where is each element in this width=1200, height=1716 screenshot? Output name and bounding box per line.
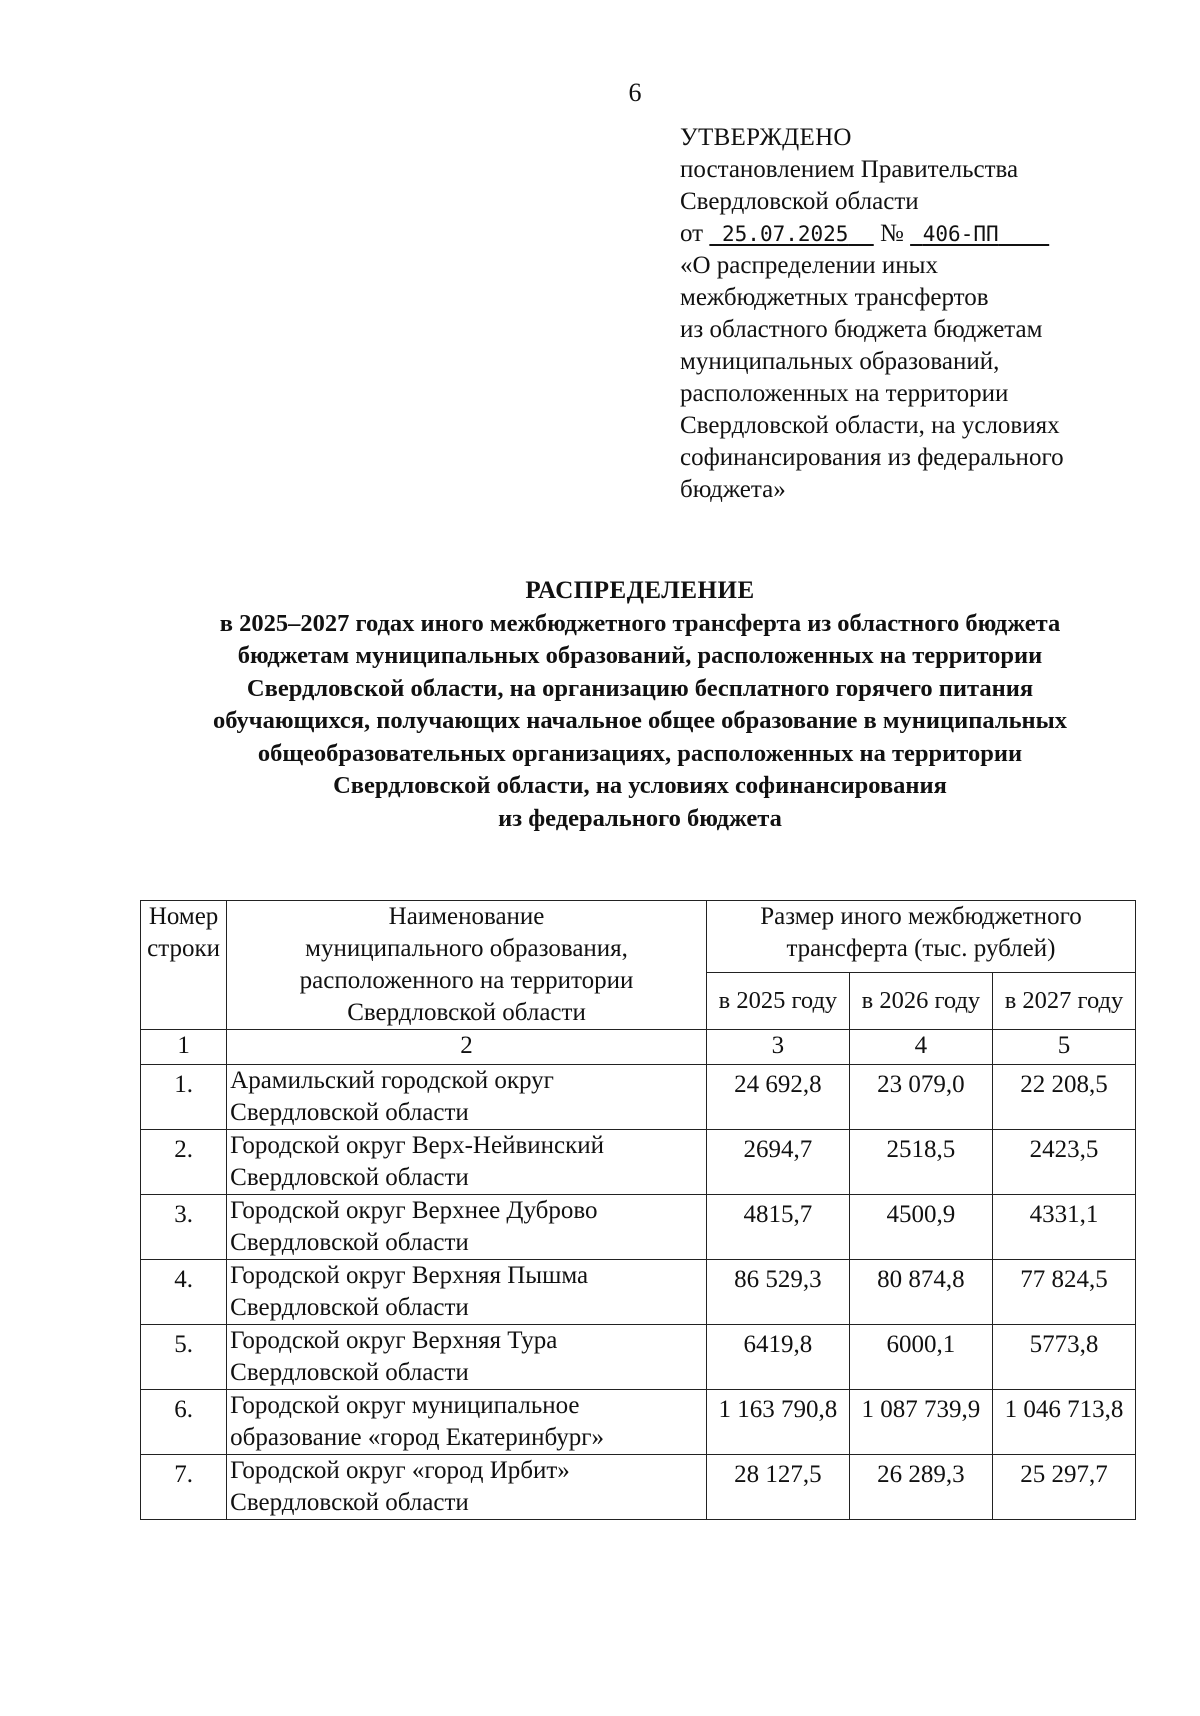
table-header-row [141, 901, 1136, 973]
document-title [120, 575, 1160, 835]
approval-title-line: бюджета» [680, 476, 786, 503]
transfer-value-2027: 25 297,7 [992, 1455, 1135, 1520]
transfer-value-2026: 80 874,8 [849, 1260, 992, 1325]
approval-date: 25.07.2025 [722, 222, 849, 246]
transfer-value-2026: 23 079,0 [849, 1065, 992, 1130]
municipality-name: Городской округ «город Ирбит» Свердловской области [227, 1455, 707, 1520]
approval-title-line: Свердловской области, на условиях [680, 412, 1060, 439]
table-row [141, 1065, 1136, 1130]
header-transfer-size: Размер иного межбюджетного трансферта (тыс. рублей) [706, 901, 1135, 973]
row-number: 5. [141, 1325, 227, 1390]
header-year-2026: в 2026 году [849, 973, 992, 1030]
transfer-value-2027: 5773,8 [992, 1325, 1135, 1390]
approval-title-line: расположенных на территории [680, 380, 1009, 407]
header-municipality: Наименование муниципального образования, расположенного на территории Свердловской области [227, 901, 707, 1030]
municipality-name: Городской округ муниципальное образование «город Екатеринбург» [227, 1390, 707, 1455]
title-line: Свердловской области, на организацию бесплатного горячего питания [246, 674, 1034, 702]
table-row [141, 1325, 1136, 1390]
transfer-value-2025: 6419,8 [706, 1325, 849, 1390]
title-line: общеобразовательных организациях, расположенных на территории [257, 739, 1023, 767]
header-year-2027: в 2027 году [992, 973, 1135, 1030]
row-number: 1. [141, 1065, 227, 1130]
column-number: 1 [141, 1030, 227, 1065]
title-line: в 2025–2027 годах иного межбюджетного трансферта из областного бюджета [219, 609, 1061, 637]
row-number: 3. [141, 1195, 227, 1260]
approval-title-line: из областного бюджета бюджетам [680, 316, 1043, 343]
transfer-value-2027: 77 824,5 [992, 1260, 1135, 1325]
transfer-value-2025: 28 127,5 [706, 1455, 849, 1520]
transfer-value-2027: 1 046 713,8 [992, 1390, 1135, 1455]
transfer-value-2025: 24 692,8 [706, 1065, 849, 1130]
title-line: из федерального бюджета [498, 804, 782, 832]
transfer-value-2026: 2518,5 [849, 1130, 992, 1195]
approval-title-line: муниципальных образований, [680, 348, 1000, 375]
approval-title-line: софинансирования из федерального [680, 444, 1064, 471]
transfer-value-2025: 2694,7 [706, 1130, 849, 1195]
approval-number: 406-ПП [922, 222, 999, 246]
transfer-value-2026: 6000,1 [849, 1325, 992, 1390]
approval-title-line: «О распределении иных [680, 252, 938, 279]
transfer-value-2026: 26 289,3 [849, 1455, 992, 1520]
municipality-name: Арамильский городской округ Свердловской области [227, 1065, 707, 1130]
row-number: 6. [141, 1390, 227, 1455]
column-number: 2 [227, 1030, 707, 1065]
row-number: 7. [141, 1455, 227, 1520]
approval-title-line: межбюджетных трансфертов [680, 284, 989, 311]
table-row [141, 1455, 1136, 1520]
municipality-name: Городской округ Верхнее Дуброво Свердловской области [227, 1195, 707, 1260]
page-number: 6 [628, 78, 642, 107]
row-number: 2. [141, 1130, 227, 1195]
title-line: Свердловской области, на условиях софинансирования [333, 772, 947, 799]
row-number: 4. [141, 1260, 227, 1325]
approval-line: постановлением Правительства [680, 156, 1019, 183]
distribution-table [140, 900, 1136, 1520]
approval-line: Свердловской области [680, 188, 919, 215]
transfer-value-2025: 4815,7 [706, 1195, 849, 1260]
title-main: РАСПРЕДЕЛЕНИЕ [525, 577, 755, 604]
approval-date-line [680, 218, 1180, 250]
approval-stamp [680, 122, 1180, 506]
municipality-name: Городской округ Верхняя Пышма Свердловской области [227, 1260, 707, 1325]
title-line: обучающихся, получающих начальное общее образование в муниципальных [212, 707, 1068, 734]
table-row [141, 1195, 1136, 1260]
transfer-value-2027: 22 208,5 [992, 1065, 1135, 1130]
transfer-value-2026: 1 087 739,9 [849, 1390, 992, 1455]
header-row-number: Номер строки [141, 901, 227, 1030]
table-row [141, 1130, 1136, 1195]
transfer-value-2027: 4331,1 [992, 1195, 1135, 1260]
column-number: 4 [849, 1030, 992, 1065]
municipality-name: Городской округ Верх-Нейвинский Свердловской области [227, 1130, 707, 1195]
column-number: 3 [706, 1030, 849, 1065]
header-year-2025: в 2025 году [706, 973, 849, 1030]
municipality-name: Городской округ Верхняя Тура Свердловской области [227, 1325, 707, 1390]
approval-heading: УТВЕРЖДЕНО [680, 124, 852, 151]
transfer-value-2026: 4500,9 [849, 1195, 992, 1260]
date-prefix: от [680, 220, 704, 247]
table-row [141, 1260, 1136, 1325]
transfer-value-2025: 86 529,3 [706, 1260, 849, 1325]
transfer-value-2025: 1 163 790,8 [706, 1390, 849, 1455]
number-sign: № [880, 220, 904, 247]
column-number: 5 [992, 1030, 1135, 1065]
table-row [141, 1390, 1136, 1455]
transfer-value-2027: 2423,5 [992, 1130, 1135, 1195]
title-line: бюджетам муниципальных образований, расположенных на территории [237, 642, 1043, 669]
column-number-row [141, 1030, 1136, 1065]
